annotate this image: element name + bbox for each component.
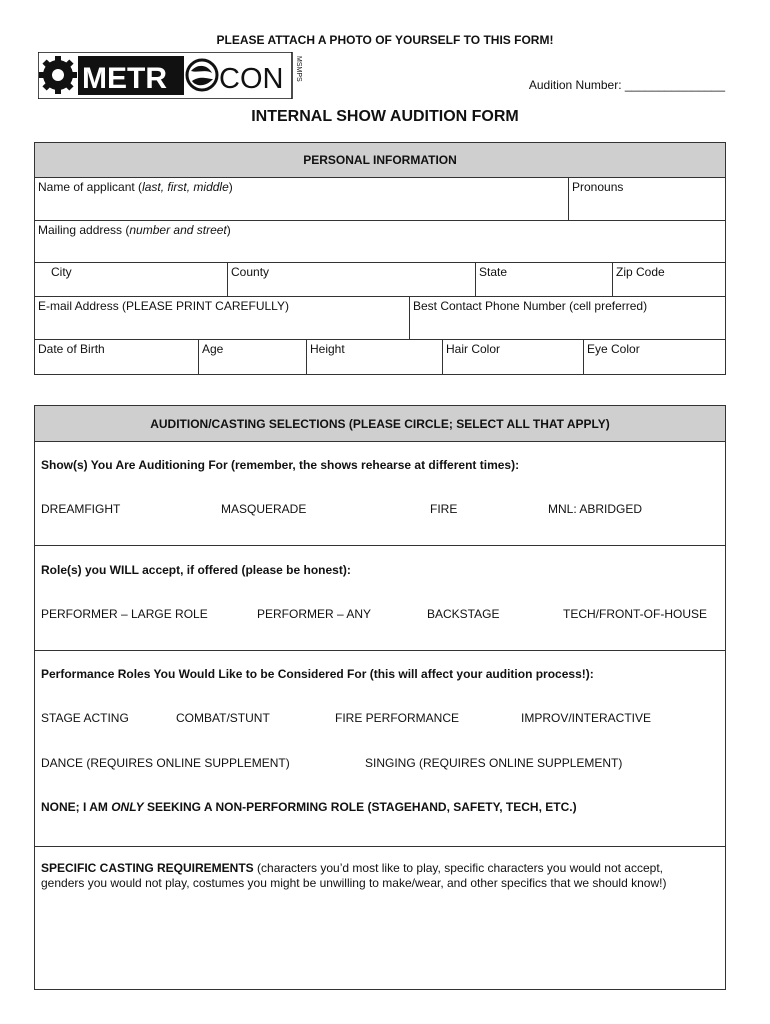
svg-text:MSMPS: MSMPS (295, 56, 302, 82)
gear-icon (39, 56, 77, 94)
specific-casting-section[interactable] (35, 847, 725, 989)
personal-information-section (34, 142, 726, 375)
hair-color-field[interactable]: Hair Color (443, 340, 584, 374)
shows-question: Show(s) You Are Auditioning For (remember, the shows rehearse at different times): (41, 458, 520, 472)
mailing-address-field[interactable]: Mailing address (number and street) (38, 223, 231, 237)
role-option-performer-large[interactable]: PERFORMER – LARGE ROLE (41, 607, 208, 621)
shows-section (35, 442, 725, 546)
metrocon-logo (38, 52, 306, 99)
specific-casting-instructions: SPECIFIC CASTING REQUIREMENTS (characters you’d most like to play, specific characters you would not accept, genders you would not play, costumes you might be unwilling to make/wear, and other specifics that we should know!) (41, 861, 667, 890)
role-option-backstage[interactable]: BACKSTAGE (427, 607, 500, 621)
city-field[interactable]: City (35, 263, 228, 296)
county-field[interactable]: County (228, 263, 476, 296)
show-option-masquerade[interactable]: MASQUERADE (221, 502, 307, 516)
perf-option-improv-interactive[interactable]: IMPROV/INTERACTIVE (521, 711, 652, 725)
age-field[interactable]: Age (199, 340, 307, 374)
photo-instruction: PLEASE ATTACH A PHOTO OF YOURSELF TO THIS FORM! (216, 33, 554, 47)
role-option-tech-front-of-house[interactable]: TECH/FRONT-OF-HOUSE (563, 607, 707, 621)
personal-info-header: PERSONAL INFORMATION (35, 143, 725, 178)
perf-option-none[interactable]: NONE; I AM ONLY SEEKING A NON-PERFORMING ROLE (STAGEHAND, SAFETY, TECH, ETC.) (41, 800, 577, 814)
audition-number-field[interactable]: Audition Number: _______________ (528, 78, 725, 92)
phone-field[interactable]: Best Contact Phone Number (cell preferred) (413, 299, 648, 313)
svg-text:METR: METR (82, 62, 167, 95)
casting-selections-section (34, 405, 726, 990)
performance-roles-section (35, 651, 725, 847)
zip-code-field[interactable]: Zip Code (616, 265, 665, 279)
perf-option-stage-acting[interactable]: STAGE ACTING (41, 711, 129, 725)
show-option-dreamfight[interactable]: DREAMFIGHT (41, 502, 121, 516)
state-field[interactable]: State (476, 263, 613, 296)
perf-option-combat-stunt[interactable]: COMBAT/STUNT (176, 711, 270, 725)
performance-question: Performance Roles You Would Like to be Considered For (this will affect your audition process!): (41, 667, 594, 681)
applicant-name-field[interactable]: Name of applicant (last, first, middle) (35, 178, 569, 220)
perf-option-dance[interactable]: DANCE (REQUIRES ONLINE SUPPLEMENT) (41, 756, 290, 770)
height-field[interactable]: Height (307, 340, 443, 374)
casting-header: AUDITION/CASTING SELECTIONS (PLEASE CIRCLE; SELECT ALL THAT APPLY) (35, 406, 725, 442)
roles-question: Role(s) you WILL accept, if offered (please be honest): (41, 563, 351, 577)
show-option-mnl-abridged[interactable]: MNL: ABRIDGED (548, 502, 643, 516)
show-option-fire[interactable]: FIRE (430, 502, 458, 516)
role-option-performer-any[interactable]: PERFORMER – ANY (257, 607, 372, 621)
eye-color-field[interactable]: Eye Color (587, 342, 640, 356)
form-title: INTERNAL SHOW AUDITION FORM (251, 108, 519, 125)
svg-text:CON: CON (219, 63, 284, 95)
email-field[interactable]: E-mail Address (PLEASE PRINT CAREFULLY) (35, 297, 410, 339)
perf-option-singing[interactable]: SINGING (REQUIRES ONLINE SUPPLEMENT) (365, 756, 623, 770)
dob-field[interactable]: Date of Birth (35, 340, 199, 374)
perf-option-fire-performance[interactable]: FIRE PERFORMANCE (335, 711, 460, 725)
roles-section (35, 546, 725, 651)
pronouns-field[interactable]: Pronouns (572, 180, 624, 194)
